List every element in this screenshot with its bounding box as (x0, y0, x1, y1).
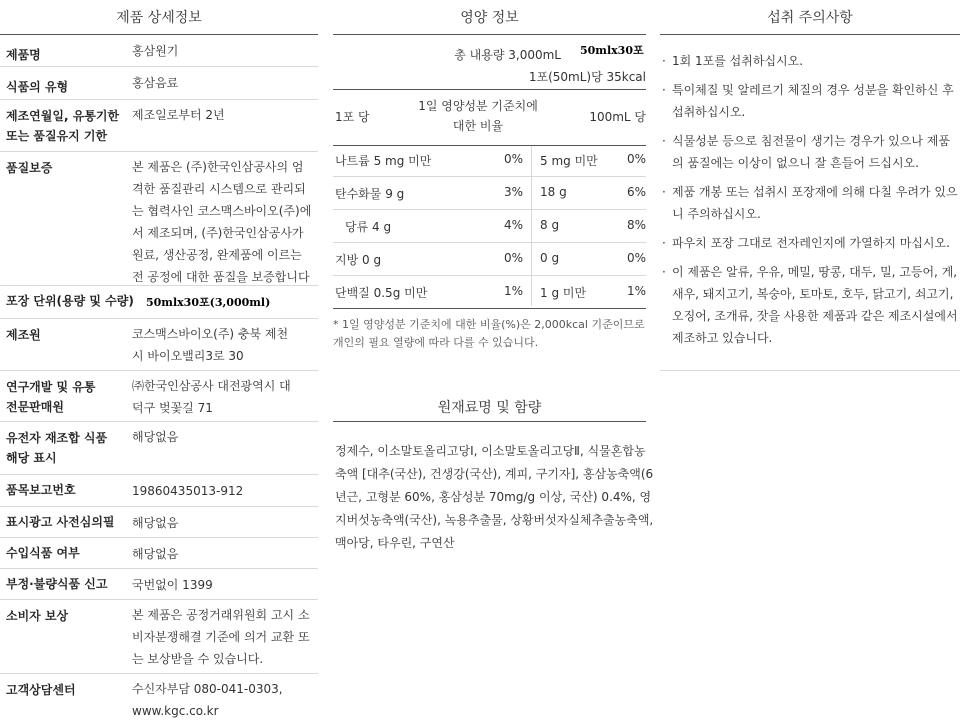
info-label: 유전자 재조합 식품 해당 표시 (6, 431, 108, 465)
nutrient-row (333, 144, 646, 177)
cautions-section (660, 0, 960, 720)
nutrient-amount-100ml: 8 g (540, 218, 560, 232)
info-value: ㈜한국인삼공사 대전광역시 대덕구 벚꽃길 71 (132, 379, 291, 415)
total-content: 총 내용량 3,000mL (454, 48, 561, 62)
info-label: 품목보고번호 (6, 483, 76, 497)
info-row (0, 286, 318, 319)
info-value: 홍삼원기 (132, 44, 179, 58)
info-label: 식품의 유형 (6, 80, 69, 94)
info-row (0, 600, 318, 674)
nutrient-name: 탄수화물 9 g (335, 187, 405, 201)
nutrient-pct-100ml: 8% (626, 218, 646, 232)
caution-item: · 식물성분 등으로 침전물이 생기는 경우가 있으나 제품의 품질에는 이상이 없으니 잘 흔들어 드십시오. (660, 130, 960, 174)
info-row (0, 674, 318, 720)
info-value: 국번없이 1399 (132, 578, 213, 592)
nutrient-daily-pct: 4% (503, 218, 523, 232)
bullet: · (662, 185, 666, 199)
nutrient-pct-100ml: 6% (626, 185, 646, 199)
nutrient-pct-100ml: 0% (626, 152, 646, 166)
info-value: 19860435013-912 (132, 484, 244, 498)
nutrient-daily-pct: 0% (503, 152, 523, 166)
info-label: 포장 단위(용량 및 수량) (6, 294, 134, 308)
pack-overlay-text: 50mlx30포 (580, 44, 644, 57)
nutrient-daily-pct: 1% (503, 284, 523, 298)
nutrient-daily-pct: 3% (503, 185, 523, 199)
bullet: · (662, 265, 666, 279)
nutrient-row (333, 276, 646, 309)
info-row (0, 371, 318, 422)
info-row (0, 422, 318, 475)
info-label: 연구개발 및 유통전문판매원 (6, 380, 96, 414)
nutrient-amount-100ml: 18 g (540, 185, 567, 199)
bullet: · (662, 134, 666, 148)
info-row (0, 507, 318, 538)
nutrition-header (333, 89, 646, 146)
info-label: 제조연월일, 유통기한 또는 품질유지 기한 (6, 109, 120, 143)
nutrition-title: 영양 정보 (333, 0, 646, 35)
info-row (0, 35, 318, 67)
ingredients-title: 원재료명 및 함량 (333, 392, 646, 422)
caution-item: · 1회 1포를 섭취하십시오. (660, 50, 960, 72)
info-value: 50mlx30포(3,000ml) (146, 296, 271, 309)
nutrition-section (333, 0, 654, 720)
nutrient-pct-100ml: 1% (626, 284, 646, 298)
nutrient-amount-100ml: 5 mg 미만 (540, 154, 598, 168)
info-value: 본 제품은 공정거래위원회 고시 소비자분쟁해결 기준에 의거 교환 또는 보상받을 수 있습니다. (132, 608, 310, 666)
cautions-list (660, 50, 960, 356)
nutrient-name: 당류 4 g (345, 220, 392, 234)
info-label: 제품명 (6, 48, 41, 62)
info-value: 수신자부담 080-041-0303, www.kgc.co.kr (132, 682, 283, 718)
product-info-section (0, 0, 318, 718)
info-row (0, 67, 318, 100)
caution-item: · 특이체질 및 알레르기 체질의 경우 성분을 확인하신 후 섭취하십시오. (660, 79, 960, 123)
info-label: 품질보증 (6, 161, 53, 175)
info-value: 해당없음 (132, 430, 179, 444)
info-row (0, 319, 318, 371)
info-value: 해당없음 (132, 516, 179, 530)
bullet: · (662, 236, 666, 250)
nutrient-amount-100ml: 0 g (540, 251, 560, 265)
cautions-title: 섭취 주의사항 (660, 0, 960, 35)
info-row (0, 100, 318, 152)
header-daily-ratio: 1일 영양성분 기준치에 대한 비율 (418, 99, 538, 133)
info-row (0, 152, 318, 286)
nutrient-name: 단백질 0.5g 미만 (335, 286, 428, 300)
nutrient-name: 나트륨 5 mg 미만 (335, 154, 432, 168)
header-per-pack: 1포 당 (335, 110, 370, 124)
bullet: · (662, 83, 666, 97)
info-label: 부정·불량식품 신고 (6, 577, 108, 591)
info-row (0, 475, 318, 507)
info-value: 제조일로부터 2년 (132, 108, 225, 122)
nutrient-pct-100ml: 0% (626, 251, 646, 265)
nutrient-amount-100ml: 1 g 미만 (540, 286, 587, 300)
info-row (0, 538, 318, 569)
cautions-bottom-divider (660, 370, 960, 371)
bullet: · (662, 54, 666, 68)
info-label: 표시광고 사전심의필 (6, 515, 115, 529)
total-per-pack: 1포(50mL)당 35kcal (528, 70, 646, 84)
nutrient-row (333, 177, 646, 210)
info-label: 수입식품 여부 (6, 546, 80, 560)
info-label: 고객상담센터 (6, 683, 76, 697)
caution-item: · 파우치 포장 그대로 전자레인지에 가열하지 마십시오. (660, 232, 960, 254)
caution-item: · 제품 개봉 또는 섭취시 포장재에 의해 다칠 우려가 있으니 주의하십시오. (660, 181, 960, 225)
info-label: 제조원 (6, 328, 41, 342)
info-value: 본 제품은 (주)한국인삼공사의 엄격한 품질관리 시스템으로 관리되는 협력사인 코스맥스바이오(주)에서 제조되며, (주)한국인삼공사가 원료, 생산공정, 완제품에 이르는 전 공정에 대한 품질을 보증합니다 (132, 160, 312, 284)
nutrient-daily-pct: 0% (503, 251, 523, 265)
ingredients-text: 정제수, 이소말토올리고당Ⅰ, 이소말토올리고당Ⅱ, 식물혼합농축액 [대추(국산), 건생강(국산), 계피, 구기자], 홍삼농축액(6년근, 고형분 60%, 홍삼성분 70mg/g 이상, 국산) 0.4%, 영지버섯농축액(국산), 녹용추출물, 상황버섯자실체추출농축액, 맥아당, 타우린, 구연산 (335, 444, 654, 550)
info-value: 코스맥스바이오(주) 충북 제천시 바이오밸리3로 30 (132, 327, 289, 363)
caution-item: · 이 제품은 알류, 우유, 메밀, 땅콩, 대두, 밀, 고등어, 게, 새우, 돼지고기, 복숭아, 토마토, 호두, 닭고기, 쇠고기, 오징어, 조개류, 잣을 사용한 제품과 같은 제조시설에서 제조하고 있습니다. (660, 261, 960, 349)
info-value: 홍삼음료 (132, 76, 179, 90)
header-per-100ml: 100mL 당 (589, 110, 646, 124)
nutrient-name: 지방 0 g (335, 253, 382, 267)
nutrient-row (333, 243, 646, 276)
info-row (0, 569, 318, 600)
nutrient-row (333, 210, 646, 243)
nutrition-footnote: * 1일 영양성분 기준치에 대한 비율(%)은 2,000kcal 기준이므로 개인의 필요 열량에 따라 다를 수 있습니다. (333, 318, 645, 349)
info-value: 해당없음 (132, 547, 179, 561)
product-info-title: 제품 상세정보 (0, 0, 318, 35)
info-label: 소비자 보상 (6, 609, 69, 623)
